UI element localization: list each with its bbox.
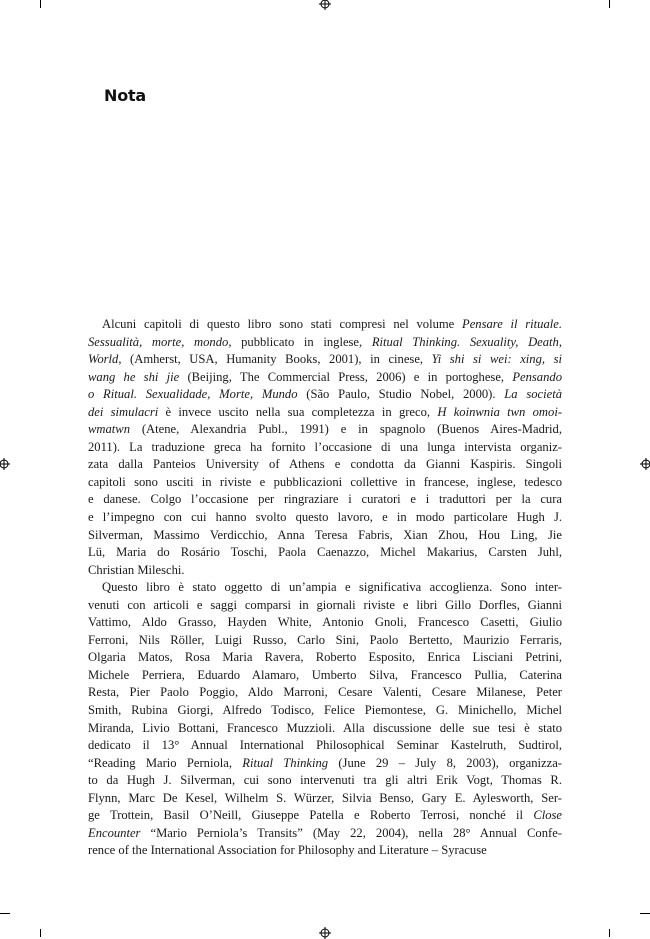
text-line: [88, 334, 562, 352]
text-run: , pubblicato in inglese,: [228, 334, 372, 349]
italic-title: Ritual Thinking. Sexuality, Death,: [371, 334, 562, 349]
text-line: [88, 737, 562, 755]
registration-mark-icon: [319, 0, 331, 10]
text-line: [88, 684, 562, 702]
registration-mark-icon: [0, 458, 10, 470]
text-line: [88, 404, 562, 422]
text-line: [88, 562, 562, 580]
text-run: Resta, Pier Paolo Poggio, Aldo Marroni, Cesare Valenti, Cesare Milanese, Peter: [88, 685, 562, 700]
text-run: venuti con articoli e saggi comparsi in giornali riviste e libri Gillo Dorfles, Gianni: [88, 597, 562, 612]
text-run: Michele Perriera, Eduardo Alamaro, Umberto Silva, Francesco Pullia, Caterina: [88, 667, 562, 682]
italic-title: World: [88, 352, 119, 367]
text-line: [88, 842, 562, 860]
text-line: [88, 544, 562, 562]
crop-mark: [40, 929, 41, 937]
text-run: Smith, Rubina Giorgi, Alfredo Todisco, Felice Piemontese, G. Minichello, Michel: [88, 703, 562, 718]
text-run: to da Hugh J. Silverman, cui sono intervenuti tra gli altri Erik Vogt, Thomas R.: [88, 773, 562, 788]
text-run: Christian Mileschi.: [88, 562, 185, 577]
text-line: [88, 702, 562, 720]
text-line: [88, 790, 562, 808]
text-run: è invece uscito nella sua completezza in greco,: [158, 404, 438, 419]
text-line: [88, 421, 562, 439]
text-run: ge Trottein, Basil O’Neill, Giuseppe Patella e Roberto Terrosi, nonché il: [88, 808, 534, 823]
body-text: [88, 316, 562, 860]
italic-title: La società: [504, 387, 562, 402]
italic-title: wang he shi jie: [88, 369, 180, 384]
text-line: [88, 474, 562, 492]
italic-title: o Ritual. Sexualidade, Morte, Mundo: [88, 387, 298, 402]
text-run: Silverman, Massimo Verdicchio, Anna Teresa Fabris, Xian Zhou, Hou Ling, Jie: [88, 527, 562, 542]
text-run: , (Amherst, USA, Humanity Books, 2001), in cinese,: [118, 352, 432, 367]
text-run: capitoli sono usciti in riviste e pubblicazioni collettive in francese, inglese, tedesco: [88, 474, 562, 489]
crop-mark: [609, 929, 610, 937]
text-line: [88, 579, 562, 597]
text-run: (June 29 – July 8, 2003), organizza-: [328, 755, 562, 770]
crop-mark: [609, 0, 610, 8]
crop-mark: [640, 913, 650, 914]
text-line: [88, 649, 562, 667]
text-line: [88, 369, 562, 387]
text-line: [88, 597, 562, 615]
text-line: [88, 527, 562, 545]
text-line: [88, 491, 562, 509]
text-run: e l’impegno con cui hanno svolto questo lavoro, e in modo particolare Hugh J.: [88, 510, 562, 525]
italic-title: Close: [533, 808, 562, 823]
crop-mark: [40, 0, 41, 8]
italic-title: Encounter: [88, 825, 141, 840]
section-heading: Nota: [104, 86, 147, 105]
text-line: [88, 772, 562, 790]
italic-title: Yi shi si wei: xing, si: [431, 352, 562, 367]
text-line: [88, 439, 562, 457]
text-run: Miranda, Livio Bottani, Francesco Muzzioli. Alla discussione delle sue tesi è stato: [88, 720, 562, 735]
text-run: Alcuni capitoli di questo libro sono stati compresi nel volume: [102, 317, 462, 331]
text-line: [88, 755, 562, 773]
registration-mark-icon: [319, 927, 331, 939]
text-line: [88, 632, 562, 650]
italic-title: Sessualità, morte, mondo: [88, 334, 229, 349]
text-run: 2011). La traduzione greca ha fornito l’occasione di una lunga intervista organiz-: [88, 439, 562, 454]
text-run: “Reading Mario Perniola,: [88, 755, 243, 770]
text-line: [88, 509, 562, 527]
text-run: dedicato il 13° Annual International Philosophical Seminar Kastelruth, Sudtirol,: [88, 738, 562, 753]
italic-title: Pensando: [512, 369, 562, 384]
text-run: zata dalla Panteios University of Athens e condotta da Gianni Kaspiris. Singoli: [88, 457, 562, 472]
italic-title: dei simulacri: [88, 404, 159, 419]
registration-mark-icon: [640, 458, 650, 470]
text-line: [88, 351, 562, 369]
text-run: Ferroni, Nils Röller, Luigi Russo, Carlo Sini, Paolo Bertetto, Maurizio Ferraris,: [88, 632, 562, 647]
text-run: rence of the International Association for Philosophy and Literature – Syracuse: [88, 843, 487, 858]
italic-title: H koinwnia twn omoi-: [437, 404, 563, 419]
italic-title: Ritual Thinking: [242, 755, 329, 770]
text-line: [88, 316, 562, 334]
text-line: [88, 456, 562, 474]
text-run: Flynn, Marc De Kesel, Wilhelm S. Würzer, Silvia Benso, Gary E. Aylesworth, Ser-: [88, 790, 562, 805]
text-run: Olgaria Matos, Rosa Maria Ravera, Roberto Esposito, Enrica Lisciani Petrini,: [88, 650, 562, 665]
crop-mark: [0, 913, 10, 914]
text-line: [88, 667, 562, 685]
text-run: “Mario Perniola’s Transits” (May 22, 2004), nella 28° Annual Confe-: [140, 825, 562, 840]
text-line: [88, 807, 562, 825]
italic-title: wmatwn: [88, 422, 130, 437]
text-run: e danese. Colgo l’occasione per ringraziare i curatori e i traduttori per la cura: [88, 492, 562, 507]
text-run: Questo libro è stato oggetto di un’ampia e significativa accoglienza. Sono inter-: [102, 580, 562, 595]
text-run: (São Paulo, Studio Nobel, 2000).: [297, 387, 505, 402]
italic-title: Pensare il rituale.: [462, 317, 563, 331]
text-run: Vattimo, Aldo Grasso, Hayden White, Antonio Gnoli, Francesco Casetti, Giulio: [88, 615, 562, 630]
text-line: [88, 614, 562, 632]
text-run: (Beijing, The Commercial Press, 2006) e in portoghese,: [179, 369, 513, 384]
text-line: [88, 720, 562, 738]
text-line: [88, 825, 562, 843]
text-line: [88, 386, 562, 404]
text-run: Lü, Maria do Rosário Toschi, Paola Caenazzo, Michel Makarius, Carsten Juhl,: [88, 545, 562, 560]
text-run: (Atene, Alexandria Publ., 1991) e in spagnolo (Buenos Aires-Madrid,: [130, 422, 562, 437]
